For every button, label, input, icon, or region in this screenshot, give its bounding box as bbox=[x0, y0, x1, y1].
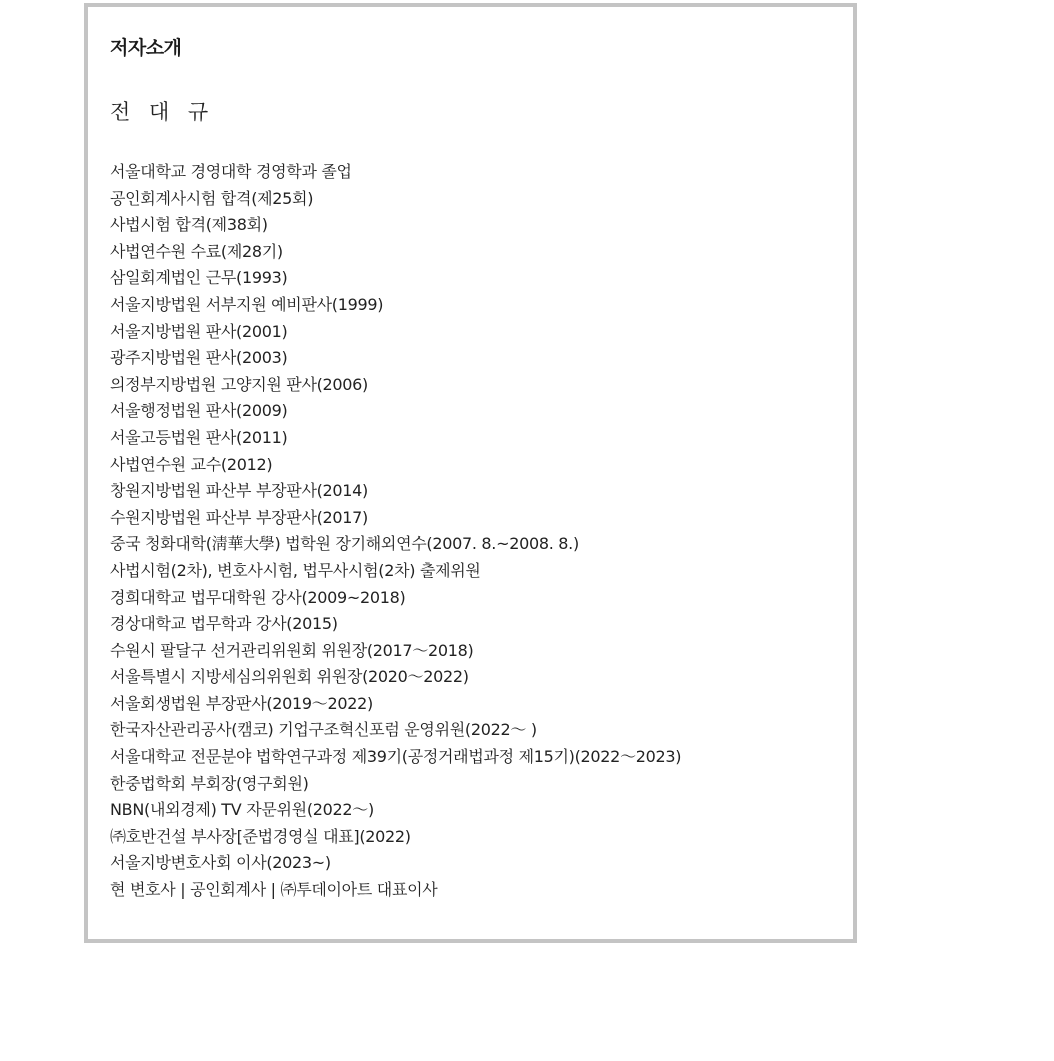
career-item: 현 변호사 | 공인회계사 | ㈜투데이아트 대표이사 bbox=[110, 880, 438, 900]
author-name: 전 대 규 bbox=[110, 100, 215, 124]
career-item: 한중법학회 부회장(영구회원) bbox=[110, 773, 309, 793]
career-item: 서울지방변호사회 이사(2023~) bbox=[110, 853, 331, 873]
career-item: ㈜호반건설 부사장[준법경영실 대표](2022) bbox=[110, 826, 411, 846]
career-item: 창원지방법원 파산부 부장판사(2014) bbox=[110, 481, 369, 501]
career-item: 수원지방법원 파산부 부장판사(2017) bbox=[110, 507, 369, 527]
career-item: 광주지방법원 판사(2003) bbox=[110, 348, 288, 368]
career-item: 서울회생법원 부장판사(2019～2022) bbox=[110, 693, 373, 713]
career-item: 경희대학교 법무대학원 강사(2009~2018) bbox=[110, 587, 406, 607]
career-item: 사법연수원 교수(2012) bbox=[110, 454, 273, 474]
career-item: 경상대학교 법무학과 강사(2015) bbox=[110, 614, 338, 634]
career-item: 서울대학교 전문분야 법학연구과정 제39기(공정거래법과정 제15기)(2022～2023) bbox=[110, 747, 682, 767]
career-item: 서울특별시 지방세심의위원회 위원장(2020～2022) bbox=[110, 667, 469, 687]
career-item: 공인회계사시험 합격(제25회) bbox=[110, 188, 314, 208]
career-item: 수원시 팔달구 선거관리위원회 위원장(2017～2018) bbox=[110, 640, 474, 660]
career-item: 의정부지방법원 고양지원 판사(2006) bbox=[110, 374, 369, 394]
career-list bbox=[110, 159, 681, 904]
career-item: 서울지방법원 서부지원 예비판사(1999) bbox=[110, 294, 384, 314]
career-item: 사법시험(2차), 변호사시험, 법무사시험(2차) 출제위원 bbox=[110, 560, 481, 580]
career-item: NBN(내외경제) TV 자문위원(2022～) bbox=[110, 800, 374, 820]
career-item: 서울지방법원 판사(2001) bbox=[110, 321, 288, 341]
career-item: 사법연수원 수료(제28기) bbox=[110, 241, 283, 261]
career-item: 한국자산관리공사(캠코) 기업구조혁신포럼 운영위원(2022～ ) bbox=[110, 720, 537, 740]
author-intro-box bbox=[84, 3, 857, 943]
career-item: 삼일회계법인 근무(1993) bbox=[110, 268, 288, 288]
career-item: 서울행정법원 판사(2009) bbox=[110, 401, 288, 421]
career-item: 중국 청화대학(淸華大學) 법학원 장기해외연수(2007. 8.~2008. 8.) bbox=[110, 534, 579, 554]
career-item: 사법시험 합격(제38회) bbox=[110, 215, 268, 235]
career-item: 서울대학교 경영대학 경영학과 졸업 bbox=[110, 162, 352, 181]
career-item: 서울고등법원 판사(2011) bbox=[110, 427, 288, 447]
section-title: 저자소개 bbox=[110, 37, 182, 59]
